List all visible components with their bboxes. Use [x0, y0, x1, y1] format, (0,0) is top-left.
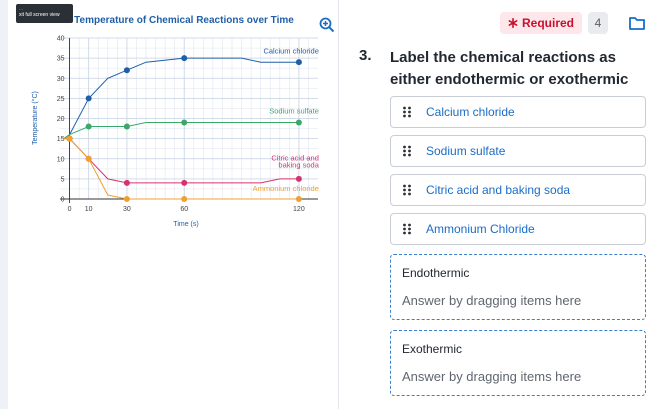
data-point: [124, 67, 130, 73]
series-line: [64, 123, 299, 139]
data-point: [296, 176, 302, 182]
data-point: [124, 196, 130, 202]
data-point: [124, 124, 130, 130]
tooltip-line-1: ...: [19, 6, 24, 12]
save-button[interactable]: [628, 14, 646, 32]
drag-handle-icon: [402, 184, 412, 196]
data-point: [181, 196, 187, 202]
required-badge: [500, 12, 582, 34]
y-tick-label: 25: [56, 95, 65, 103]
drop-zone-endothermic[interactable]: [390, 254, 646, 320]
drag-handle-icon: [402, 223, 412, 235]
drop-zone-title: Endothermic: [402, 266, 470, 280]
y-tick-label: 30: [56, 75, 65, 83]
data-point: [124, 180, 130, 186]
x-axis-label: Time (s): [173, 221, 199, 228]
drag-item-calcium-chloride[interactable]: [390, 96, 646, 128]
data-point: [181, 55, 187, 61]
temperature-chart: [8, 0, 338, 240]
question-panel: [339, 0, 668, 409]
drag-item-label: Citric acid and baking soda: [426, 183, 571, 197]
y-tick-label: 0: [60, 196, 65, 204]
drag-item-ammonium-chloride[interactable]: [390, 213, 646, 245]
data-point: [181, 180, 187, 186]
y-tick-label: 20: [56, 116, 65, 123]
data-point: [67, 136, 73, 142]
question-number: 3.: [359, 47, 372, 64]
x-tick-label: 10: [84, 206, 93, 213]
folder-icon: [628, 14, 646, 32]
drop-zone-hint: Answer by dragging items here: [402, 293, 582, 308]
y-axis-label: Temperature (°C): [32, 91, 39, 145]
series-annotation: Ammonium chloride: [252, 183, 319, 193]
drag-handle-icon: [402, 106, 412, 118]
drag-item-sodium-sulfate[interactable]: [390, 135, 646, 167]
required-label: Required: [521, 16, 574, 30]
drag-handle-icon: [402, 145, 412, 157]
data-point: [86, 124, 92, 130]
chart-title: Temperature of Chemical Reactions over Time: [74, 15, 294, 26]
question-count-badge: 4: [588, 12, 608, 34]
x-tick-label: 30: [122, 206, 131, 213]
zoom-in-icon: [319, 17, 335, 33]
x-tick-label: 0: [67, 206, 72, 213]
exit-fullscreen-tooltip[interactable]: [16, 4, 73, 23]
data-point: [181, 120, 187, 126]
y-tick-label: 5: [60, 176, 65, 184]
y-tick-label: 15: [56, 136, 65, 144]
drag-item-label: Calcium chloride: [426, 105, 515, 119]
series-annotation: baking soda: [278, 160, 319, 170]
drop-zone-hint: Answer by dragging items here: [402, 369, 582, 384]
drag-item-label: Sodium sulfate: [426, 144, 506, 158]
chart-panel: [8, 0, 339, 409]
zoom-in-button[interactable]: [319, 17, 335, 33]
series-line: [64, 139, 299, 183]
question-header: [500, 12, 646, 34]
tooltip-line-2: xit full screen view: [19, 12, 60, 18]
data-point: [296, 59, 302, 65]
drop-zone-title: Exothermic: [402, 342, 463, 356]
data-point: [296, 120, 302, 126]
data-point: [86, 95, 92, 101]
y-tick-label: 35: [56, 55, 65, 63]
series-annotation: Citric acid and: [271, 153, 319, 163]
series-annotation: Calcium chloride: [263, 46, 319, 56]
drag-item-label: Ammonium Chloride: [426, 222, 535, 236]
y-tick-label: 40: [56, 35, 65, 43]
series-annotation: Sodium sulfate: [269, 106, 319, 116]
x-tick-label: 60: [180, 206, 189, 213]
x-tick-label: 120: [293, 206, 305, 213]
question-text: Label the chemical reactions as either endothermic or exothermic: [390, 49, 629, 88]
y-tick-label: 10: [56, 156, 65, 164]
asterisk-icon: [508, 18, 518, 28]
data-point: [86, 156, 92, 162]
drag-item-citric-acid-baking-soda[interactable]: [390, 174, 646, 206]
data-point: [296, 196, 302, 202]
drop-zone-exothermic[interactable]: [390, 330, 646, 396]
